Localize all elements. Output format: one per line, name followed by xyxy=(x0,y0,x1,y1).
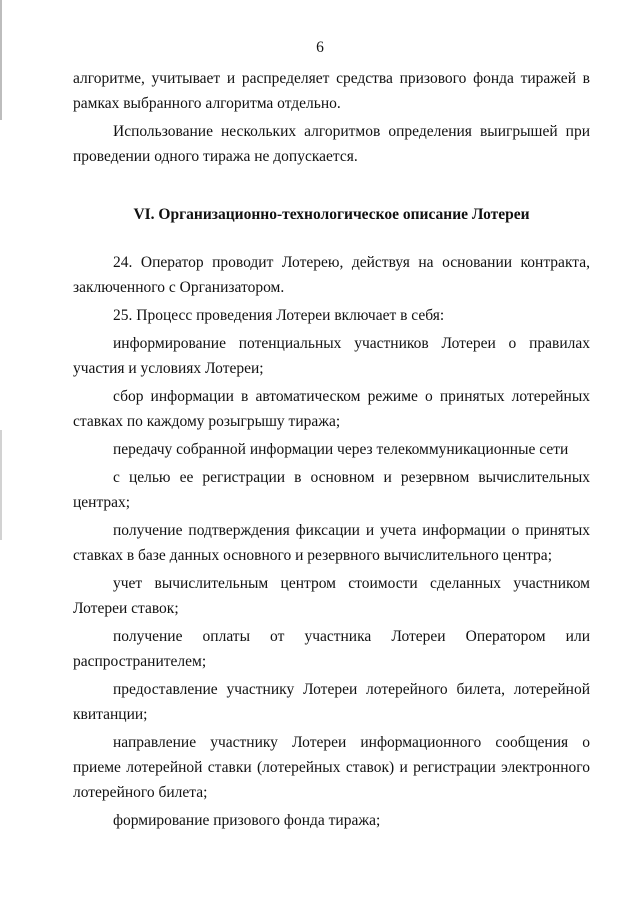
scan-edge-mark xyxy=(0,430,2,540)
list-item-collecting: сбор информации в автоматическом режиме о принятых лотерейных ставках по каждому розыгрышу тиража; xyxy=(73,388,590,430)
list-item-accounting: учет вычислительным центром стоимости сделанных участником Лотереи ставок; xyxy=(73,575,590,617)
paragraph-item-24: 24. Оператор проводит Лотерею, действуя на основании контракта, заключенного с Организатором. xyxy=(73,254,590,296)
list-item-confirmation: получение подтверждения фиксации и учета информации о принятых ставках в базе данных основного и резервного вычислительного центра; xyxy=(73,522,590,564)
list-item-notification: направление участнику Лотереи информационного сообщения о приеме лотерейной ставки (лотерейных ставок) и регистрации электронного лотерейного билета; xyxy=(73,734,590,801)
section-heading: VI. Организационно-технологическое описание Лотереи xyxy=(133,206,530,223)
document-body xyxy=(73,66,590,833)
scan-edge-mark xyxy=(0,0,2,120)
list-item-registration-purpose: с целью ее регистрации в основном и резервном вычислительных центрах; xyxy=(73,469,590,511)
list-item-ticket: предоставление участнику Лотереи лотерейного билета, лотерейной квитанции; xyxy=(73,681,590,723)
list-item-payment: получение оплаты от участника Лотереи Оператором или распространителем; xyxy=(73,628,590,670)
list-item-prize-fund: формирование призового фонда тиража; xyxy=(113,812,381,829)
list-item-informing: информирование потенциальных участников Лотереи о правилах участия и условиях Лотереи; xyxy=(73,335,590,377)
paragraph-multiple-algorithms: Использование нескольких алгоритмов определения выигрышей при проведении одного тиража не допускается. xyxy=(73,123,590,165)
paragraph-algorithm-continuation: алгоритме, учитывает и распределяет средства призового фонда тиражей в рамках выбранного алгоритма отдельно. xyxy=(73,70,590,112)
list-item-transmitting: передачу собранной информации через телекоммуникационные сети xyxy=(113,441,569,458)
page-number: 6 xyxy=(316,39,324,56)
paragraph-item-25: 25. Процесс проведения Лотереи включает в себя: xyxy=(113,307,445,324)
